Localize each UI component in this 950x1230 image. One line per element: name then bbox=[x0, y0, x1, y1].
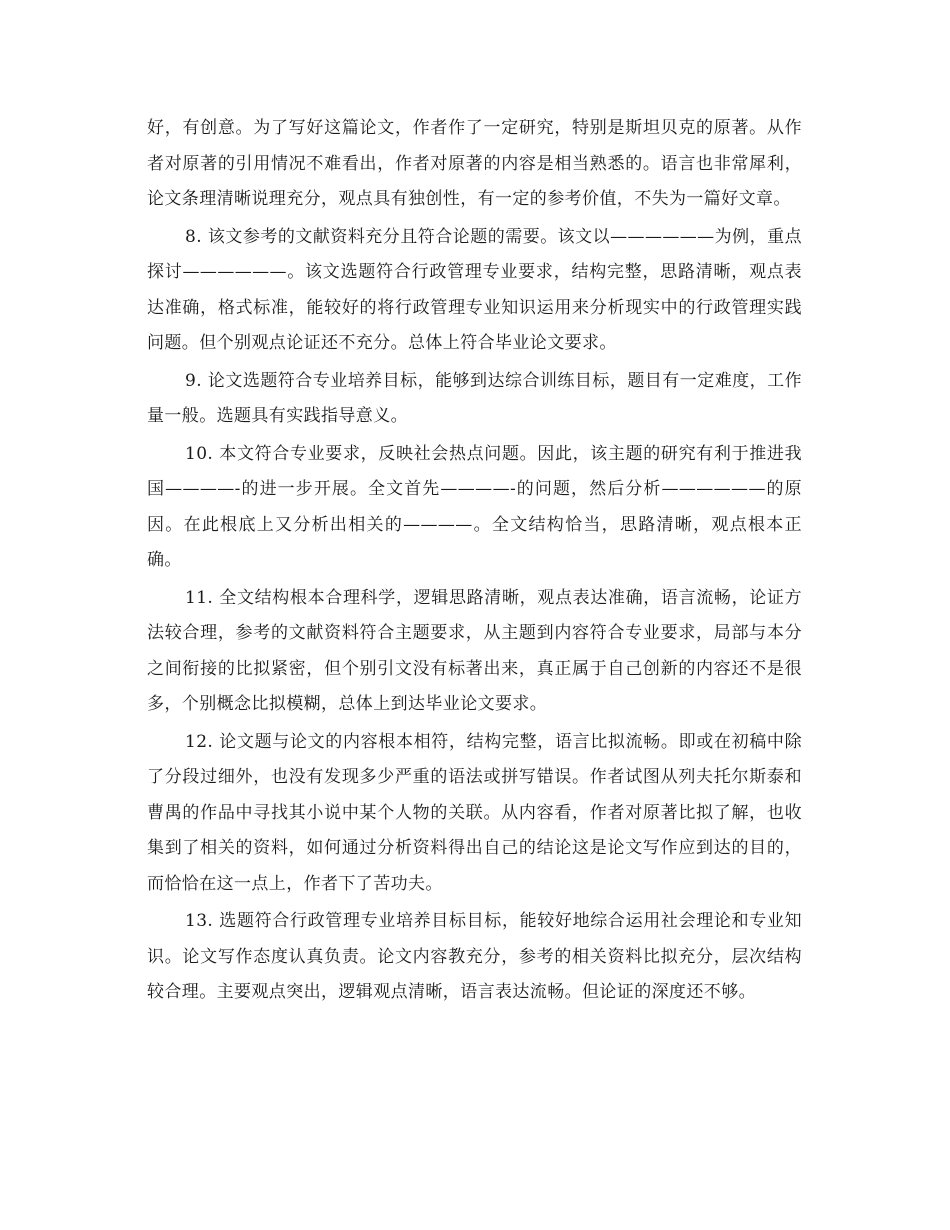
paragraph-item-8: 8. 该文参考的文献资料充分且符合论题的需要。该文以——————为例，重点探讨——————。该文选题符合行政管理专业要求，结构完整，思路清晰，观点表达准确，格式标准，能较好的将行政管理专业知识运用来分析现实中的行政管理实践问题。但个别观点论证还不充分。总体上符合毕业论文要求。 bbox=[147, 226, 802, 353]
paragraph-item-9: 9. 论文选题符合专业培养目标，能够到达综合训练目标，题目有一定难度，工作量一般。选题具有实践指导意义。 bbox=[147, 370, 802, 426]
paragraph-item-12: 12. 论文题与论文的内容根本相符，结构完整，语言比拟流畅。即或在初稿中除了分段过细外，也没有发现多少严重的语法或拼写错误。作者试图从列夫托尔斯泰和曹禺的作品中寻找其小说中某个人物的关联。从内容看，作者对原著比拟了解，也收集到了相关的资料，如何通过分析资料得出自己的结论这是论文写作应到达的目的，而恰恰在这一点上，作者下了苦功夫。 bbox=[147, 731, 802, 894]
paragraph-continuation: 好，有创意。为了写好这篇论文，作者作了一定研究，特别是斯坦贝克的原著。从作者对原著的引用情况不难看出，作者对原著的内容是相当熟悉的。语言也非常犀利，论文条理清晰说理充分，观点具有独创性，有一定的参考价值，不失为一篇好文章。 bbox=[147, 118, 802, 209]
document-body bbox=[147, 111, 802, 1013]
paragraph-item-11: 11. 全文结构根本合理科学，逻辑思路清晰，观点表达准确，语言流畅，论证方法较合理，参考的文献资料符合主题要求，从主题到内容符合专业要求，局部与本分之间衔接的比拟紧密，但个别引文没有标著出来，真正属于自己创新的内容还不是很多，个别概念比拟模糊，总体上到达毕业论文要求。 bbox=[147, 587, 802, 714]
paragraph-item-10: 10. 本文符合专业要求，反映社会热点问题。因此，该主题的研究有利于推进我国————-的进一步开展。全文首先————-的问题，然后分析——————的原因。在此根底上又分析出相关的————。全文结构恰当，思路清晰，观点根本正确。 bbox=[147, 443, 802, 570]
paragraph-item-13: 13. 选题符合行政管理专业培养目标目标，能较好地综合运用社会理论和专业知识。论文写作态度认真负责。论文内容教充分，参考的相关资料比拟充分，层次结构较合理。主要观点突出，逻辑观点清晰，语言表达流畅。但论证的深度还不够。 bbox=[147, 911, 802, 1002]
